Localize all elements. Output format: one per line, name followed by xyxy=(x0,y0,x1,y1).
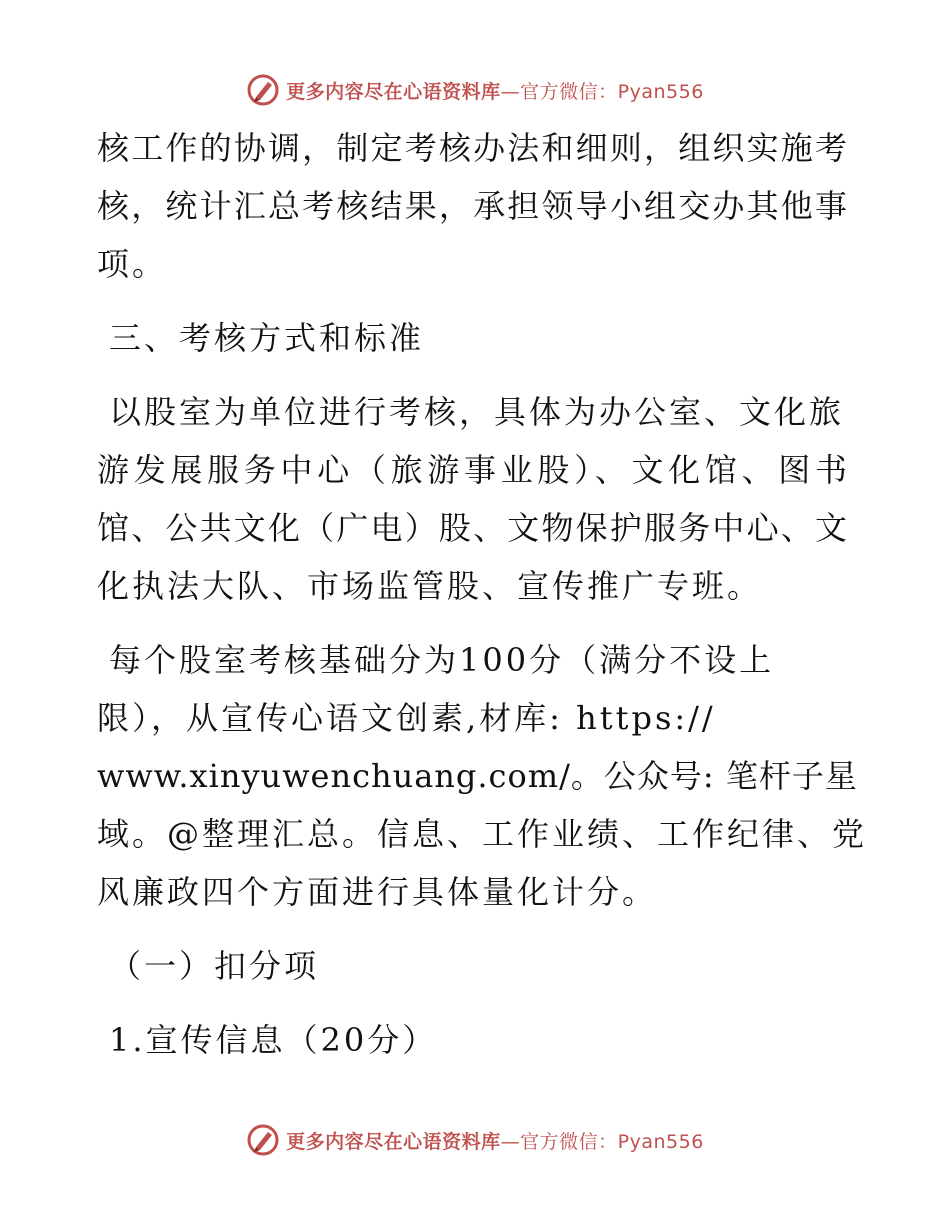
section-heading: 三、考核方式和标准 xyxy=(109,319,425,357)
paragraph-line: 以股室为单位进行考核，具体为办公室、文化旅 xyxy=(109,393,845,431)
pen-logo-icon xyxy=(246,1123,280,1157)
paragraph-line: 风廉政四个方面进行具体量化计分。 xyxy=(97,873,658,911)
banner-wechat: —官方微信：Pyan556 xyxy=(500,80,704,103)
paragraph-line: 游发展服务中心（旅游事业股）、文化馆、图书 xyxy=(97,451,847,489)
paragraph-line: 限），从宣传心语文创素,材库: https:// xyxy=(97,699,716,737)
paragraph-line: 馆、公共文化（广电）股、文物保护服务中心、文 xyxy=(97,509,847,547)
footer-banner xyxy=(0,1120,950,1160)
subsection-heading: （一）扣分项 xyxy=(109,947,320,985)
paragraph-line: 每个股室考核基础分为100分（满分不设上 xyxy=(109,641,775,679)
banner-text xyxy=(286,1127,704,1154)
banner-title: 更多内容尽在心语资料库 xyxy=(286,80,501,103)
item-heading: 1.宣传信息（20分） xyxy=(109,1021,438,1059)
paragraph-line: 化执法大队、市场监管股、宣传推广专班。 xyxy=(97,567,763,605)
paragraph-line: 域。@整理汇总。信息、工作业绩、工作纪律、党 xyxy=(97,815,868,853)
paragraph-line: 核工作的协调，制定考核办法和细则，组织实施考 xyxy=(97,129,847,167)
banner-wechat: —官方微信：Pyan556 xyxy=(500,1130,704,1153)
paragraph-line: 项。 xyxy=(97,245,168,283)
paragraph-line: www.xinyuwenchuang.com/。公众号: 笔杆子星 xyxy=(97,757,858,795)
banner-title: 更多内容尽在心语资料库 xyxy=(286,1130,501,1153)
paragraph-line: 核，统计汇总考核结果，承担领导小组交办其他事 xyxy=(97,187,847,225)
